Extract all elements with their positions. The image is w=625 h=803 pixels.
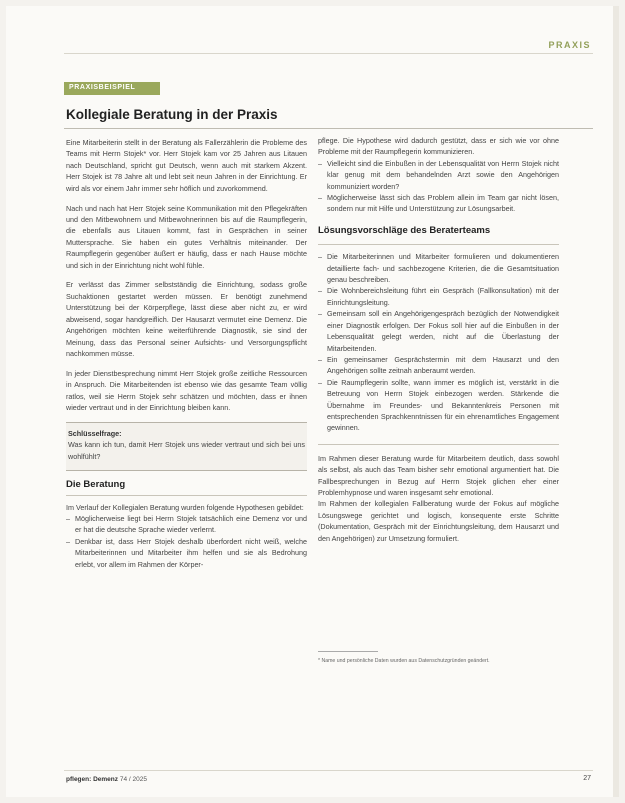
list-item: – Die Raumpflegerin sollte, wann immer es möglich ist, verstärkt in die Betreuung von Herrn Stojek einbezogen werden. Stärkende die Übernahme im Freundes- und Bekanntenkreis Personen mit entsprechenden Sprachkenntnissen für ein ehrenamtliches Engagement gewinnen. bbox=[318, 377, 559, 434]
section-heading: Die Beratung bbox=[66, 479, 126, 491]
paragraph: Er verlässt das Zimmer selbstständig die Einrichtung, sodass große Suchaktionen gestartet werden müssen. Er benötigt zunehmend Unterstützung bei der Körperpflege, lässt diese aber nicht zu, er wird abweisend, sogar handgreiflich. Der Hausarzt vermutet eine Demenz. Die Angehörigen möchten keine weiterführende Diagnostik, sie sind der Meinung, dass das Personal seiner Aufsichts- und Versorgungspflicht nachkommen müsse. bbox=[66, 280, 307, 358]
footer-brand: pflegen: Demenz bbox=[66, 776, 119, 783]
list-item: – Gemeinsam soll ein Angehörigengespräch bezüglich der Notwendigkeit einer Diagnostik erfolgen. Der Fokus soll hier auf die Einbußen in der Lebensqualität gelegt werden, nicht auf die Überlastung der Mitarbeitenden. bbox=[318, 308, 559, 354]
title-rule bbox=[64, 128, 593, 129]
paragraph: Im Rahmen dieser Beratung wurde für Mitarbeitern deutlich, dass sowohl als selbst, als auch das Team bisher sehr emotional argumentiert hat. Die Fallbesprechungen in Bezug auf Herrn Stojek glichen eher einer Problemhypnose und waren insgesamt sehr emotional. bbox=[318, 453, 559, 497]
paragraph: Im Rahmen der kollegialen Fallberatung wurde der Fokus auf mögliche Lösungswege gerichtet und logisch, konsequente erste Schritte (Dokumentation, Gespräch mit der Einrichtungsleitung, dem Hausarzt und den Angehörigen) zur Umsetzung formuliert. bbox=[318, 499, 559, 543]
list-item: – Die Mitarbeiterinnen und Mitarbeiter formulieren und dokumentieren detaillierte fach- und sachbezogene Kriterien, die die Gesamtsituation genau beschreiben. bbox=[318, 251, 559, 285]
paragraph-continuation: pflege. Die Hypothese wird dadurch gestützt, dass er sich wie vor ohne Probleme mit der Raumpflegerin kommunizieren. bbox=[318, 136, 559, 157]
footer-issue: 74 / 2025 bbox=[119, 776, 147, 783]
list-item: – Denkbar ist, dass Herr Stojek deshalb überfordert nicht weiß, welche Mitarbeiterinnen und Mitarbeiter ihm helfen und sie als Bedrohung erlebt, vor allem im Rahmen der Körper- bbox=[66, 536, 307, 570]
page-number: 27 bbox=[583, 775, 591, 782]
heading-rule bbox=[318, 244, 559, 245]
list-item: – Die Wohnbereichsleitung führt ein Gespräch (Fallkonsultation) mit der Einrichtungsleitung. bbox=[318, 285, 559, 308]
proposal-list bbox=[318, 251, 559, 434]
paragraph: Eine Mitarbeiterin stellt in der Beratung als Fallerzählerin die Probleme des Teams mit Herrn Stojek* vor. Herr Stojek kam vor 25 Jahren aus Litauen nach Deutschland, spricht gut Deutsch, wenn auch mit starkem Akzent. Herr Stojek ist 78 Jahre alt und lebt seit neun Jahren in der Einrichtung. Er wird als vor einem Jahr immer sehr höflich und zuvorkommend. bbox=[66, 138, 307, 193]
page-edge bbox=[613, 6, 619, 797]
footnote: * Name und persönliche Daten wurden aus Datenschutzgründen geändert. bbox=[318, 658, 490, 664]
heading-rule bbox=[66, 495, 307, 496]
section-label: PRAXIS bbox=[548, 40, 591, 50]
list-item: – Ein gemeinsamer Gesprächstermin mit dem Hausarzt und den Angehörigen sollte zeitnah anberaumt werden. bbox=[318, 354, 559, 377]
key-question-text: Was kann ich tun, damit Herr Stojek uns wieder vertraut und sich bei uns wohlfühlt? bbox=[68, 440, 305, 461]
right-column bbox=[318, 135, 559, 553]
footnote-rule bbox=[318, 651, 378, 652]
section-intro: Im Verlauf der Kollegialen Beratung wurden folgende Hypothesen gebildet: bbox=[66, 502, 304, 512]
footer-rule bbox=[64, 770, 593, 771]
hypothesis-list bbox=[66, 513, 307, 570]
list-item: – Vielleicht sind die Einbußen in der Lebensqualität von Herrn Stojek nicht klar genug mit dem behandelnden Arzt sowie den Angehörigen kommuniziert worden? bbox=[318, 158, 559, 192]
footer-publication bbox=[66, 776, 147, 783]
magazine-page bbox=[6, 6, 619, 797]
section-heading: Lösungsvorschläge des Beraterteams bbox=[318, 224, 491, 236]
paragraph: Nach und nach hat Herr Stojek seine Kommunikation mit den Pflegekräften und den Mitbewohnern und Mitbewohnerinnen bis auf die Raumpflegerin, die ebenfalls aus Litauen kommt, fast in Gesprächen in seiner Muttersprache. Sie haben ein gutes Verhältnis miteinander. Der Raumpflegerin gegenüber äußert er häufig, dass er nach Hause möchte und sich in der Einrichtung nicht wohl fühle. bbox=[66, 203, 307, 270]
category-tag: PRAXISBEISPIEL bbox=[64, 82, 160, 95]
left-column bbox=[66, 137, 307, 570]
list-item: – Möglicherweise liegt bei Herrn Stojek tatsächlich eine Demenz vor und er hat die deutsche Sprache wieder verlernt. bbox=[66, 513, 307, 536]
key-question-box bbox=[66, 422, 307, 471]
top-rule bbox=[64, 53, 593, 54]
list-item: – Möglicherweise lässt sich das Problem allein im Team gar nicht lösen, sondern nur mit Hilfe und Unterstützung zur Lösungsarbeit. bbox=[318, 192, 559, 215]
divider bbox=[318, 444, 559, 445]
key-question-label: Schlüsselfrage: bbox=[68, 428, 122, 438]
article-title: Kollegiale Beratung in der Praxis bbox=[66, 107, 278, 122]
hypothesis-list-continued bbox=[318, 158, 559, 215]
paragraph: In jeder Dienstbesprechung nimmt Herr Stojek große zeitliche Ressourcen in Anspruch. Die Mitarbeitenden ist ebenso wie das gesamte Team völlig ratlos, weil sie Herrn Stojek sehr schätzen und möchten, dass er ihnen wieder vertraut und in der Einrichtung bleiben kann. bbox=[66, 368, 307, 413]
